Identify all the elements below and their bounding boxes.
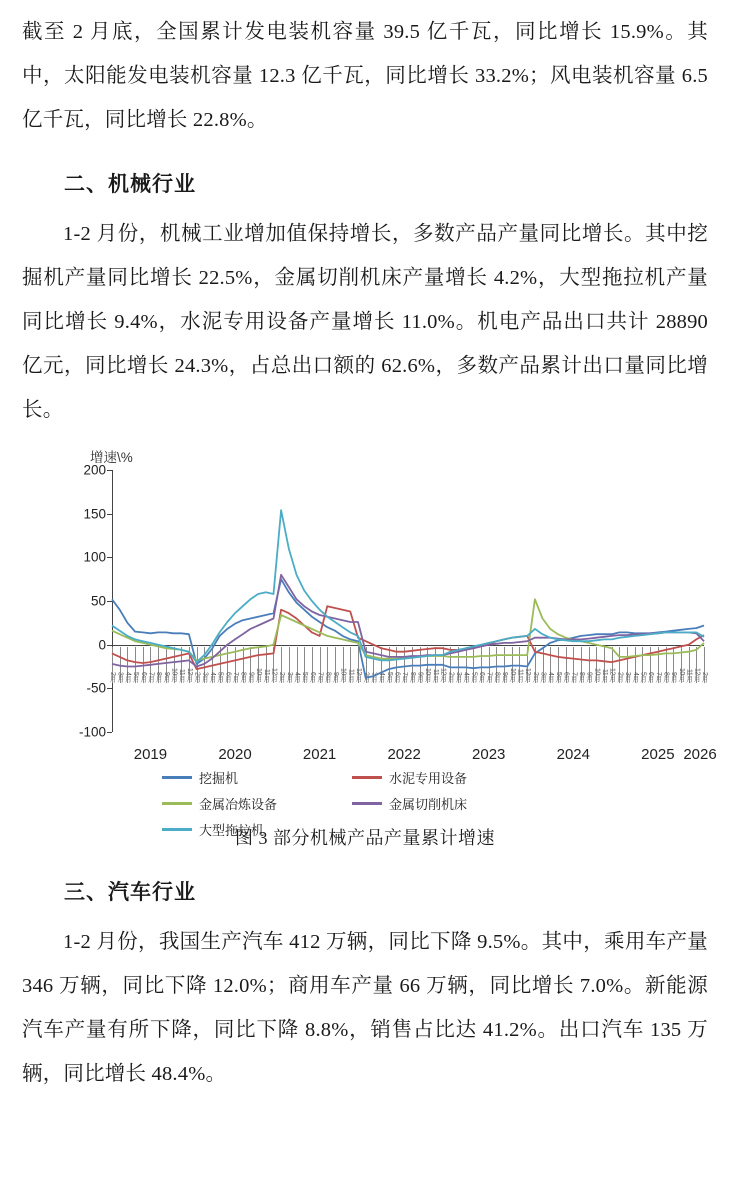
chart-x-tick-label: 11月 (601, 668, 609, 682)
chart-x-tick-label: 8月 (577, 671, 585, 682)
chart-x-tick-label: 11月 (431, 668, 439, 682)
chart-legend-item (162, 768, 352, 787)
chart-x-tick-label: 6月 (224, 671, 232, 682)
chart-x-tick-label: 9月 (162, 671, 170, 682)
chart-legend (162, 768, 682, 846)
chart-year-label: 2024 (556, 746, 590, 763)
chart-legend-item (352, 768, 542, 787)
chart-plot-area (78, 462, 708, 740)
chart-x-tick-label: 5月 (301, 671, 309, 682)
chart-x-tick-label: 9月 (585, 671, 593, 682)
chart-y-tick-label: 0 (98, 637, 106, 653)
chart-x-tick-label: 3月 (624, 671, 632, 682)
chart-x-tick-label: 10月 (508, 668, 516, 682)
chart-x-tick-label: 10月 (677, 668, 685, 682)
chart-x-tick-label: 12月 (439, 668, 447, 682)
chart-x-tick-label: 7月 (316, 671, 324, 682)
chart-x-tick-label: 5月 (639, 671, 647, 682)
chart-x-tick-label: 11月 (178, 668, 186, 682)
chart-x-tick-label: 7月 (232, 671, 239, 682)
chart-x-tick-label: 7月 (485, 671, 493, 682)
chart-x-tick-label: 8月 (155, 671, 163, 682)
chart-year-label: 2022 (387, 746, 421, 763)
chart-x-tick-label: 7月 (654, 671, 662, 682)
chart-year-label: 2019 (133, 746, 168, 763)
chart-legend-label: 水泥专用设备 (389, 771, 468, 786)
chart-y-tick-label: 50 (90, 593, 106, 609)
chart-x-tick-label: 3月 (454, 671, 462, 682)
chart-x-tick-label: 5月 (470, 671, 478, 682)
chart-x-tick-label: 5月 (385, 671, 393, 682)
chart-x-tick-label: 8月 (662, 671, 670, 682)
chart-legend-label: 金属切削机床 (389, 797, 468, 812)
chart-x-tick-label: 12月 (270, 668, 278, 682)
chart-x-tick-label: 3月 (285, 671, 293, 682)
chart-x-tick-label: 9月 (416, 671, 424, 682)
chart-x-tick-label: 11月 (347, 668, 355, 682)
chart-x-tick-label: 2月 (362, 671, 370, 682)
chart-x-tick-label: 7月 (401, 671, 409, 682)
chart-x-tick-label: 12月 (185, 668, 193, 682)
chart-x-tick-label: 10月 (424, 668, 432, 682)
chart-x-tick-label: 5月 (216, 671, 224, 682)
figure-3-caption: 图 3 部分机械产品产量累计增速 (235, 828, 495, 848)
chart-x-tick-label: 3月 (116, 671, 124, 682)
chart-year-label: 2023 (472, 746, 506, 763)
chart-year-label: 2025 (641, 746, 675, 763)
chart-x-tick-label: 2月 (531, 671, 539, 682)
chart-x-tick-label: 10月 (170, 668, 178, 682)
chart-x-tick-label: 11月 (516, 668, 524, 682)
chart-x-tick-label: 3月 (370, 671, 378, 682)
chart-x-tick-label: 5月 (132, 671, 140, 682)
chart-x-tick-label: 12月 (693, 668, 701, 682)
chart-legend-item (352, 794, 542, 813)
chart-x-tick-label: 11月 (262, 668, 270, 682)
chart-legend-swatch (162, 776, 192, 779)
chart-x-tick-label: 9月 (501, 671, 509, 682)
chart-y-tick-label: -100 (78, 724, 106, 740)
chart-y-axis-label: 增速\% (90, 450, 133, 465)
chart-series-lines (112, 470, 704, 732)
chart-x-tick-label: 10月 (339, 668, 347, 682)
chart-legend-label: 金属冶炼设备 (199, 797, 278, 812)
chart-x-tick-label: 4月 (462, 671, 470, 682)
chart-x-tick-label: 8月 (408, 671, 416, 682)
chart-y-tick-mark (107, 732, 112, 733)
chart-x-tick-label: 12月 (608, 668, 616, 682)
chart-x-tick-label: 12月 (355, 668, 363, 682)
chart-x-tick-label: 11月 (685, 668, 693, 682)
chart-x-tick-label: 2月 (447, 671, 455, 682)
chart-series-挖掘机 (112, 579, 704, 678)
chart-x-tick-label: 4月 (124, 671, 132, 682)
chart-x-tick-label: 4月 (208, 671, 216, 682)
paragraph-automobile: 1-2 月份，我国生产汽车 412 万辆，同比下降 9.5%。其中，乘用车产量 346 万辆，同比下降 12.0%；商用车产量 66 万辆，同比增长 7.0%。新能源汽车产量有所下降，同比下降 8.8%，销售占比达 41.2%。出口汽车 135 万辆，同比增长 48.4%。 (22, 931, 708, 1085)
chart-x-tick-label: 9月 (670, 671, 678, 682)
chart-legend-swatch (352, 776, 382, 779)
chart-x-tick-label: 6月 (139, 671, 147, 682)
chart-y-tick-label: 200 (83, 462, 106, 478)
chart-legend-swatch (352, 802, 382, 805)
chart-x-tick-label: 5月 (554, 671, 562, 682)
chart-legend-label: 挖掘机 (199, 771, 239, 786)
chart-x-tick-label: 7月 (570, 671, 578, 682)
chart-legend-swatch (162, 828, 192, 831)
chart-x-tick-label: 8月 (324, 671, 332, 682)
chart-year-label: 2026 (683, 746, 717, 763)
chart-x-tick-label: 2月 (616, 671, 624, 682)
chart-x-tick-label: 2月 (278, 671, 286, 682)
chart-year-label: 2020 (218, 746, 252, 763)
chart-x-tick-label: 8月 (493, 671, 501, 682)
chart-x-tick-label: 2月 (193, 671, 201, 682)
chart-legend-item (162, 820, 352, 839)
chart-x-tick-label: 9月 (331, 671, 339, 682)
chart-x-tick-label: 3月 (201, 671, 209, 682)
figure-3 (22, 446, 717, 850)
chart-x-tick-label: 4月 (631, 671, 639, 682)
chart-x-tick-label: 2月 (701, 671, 708, 682)
paragraph-power-capacity: 截至 2 月底，全国累计发电装机容量 39.5 亿千瓦，同比增长 15.9%。其中，太阳能发电装机容量 12.3 亿千瓦，同比增长 33.2%；风电装机容量 6.5 亿千瓦，同比增长 22.8%。 (22, 21, 708, 131)
chart-x-tick-label: 9月 (247, 671, 255, 682)
chart-x-tick-label: 7月 (147, 671, 155, 682)
chart-series-大型拖拉机 (112, 510, 704, 662)
chart-x-tick-label: 4月 (293, 671, 301, 682)
chart-legend-item (162, 794, 352, 813)
chart-year-labels (112, 746, 717, 768)
heading-automobile-industry: 三、汽车行业 (64, 881, 196, 904)
chart-x-tick-label: 4月 (547, 671, 555, 682)
chart-x-tick-label: 10月 (255, 668, 263, 682)
chart-legend-swatch (162, 802, 192, 805)
chart-x-tick-label: 6月 (478, 671, 486, 682)
chart-x-tick-label: 6月 (647, 671, 655, 682)
chart-x-tick-label: 4月 (378, 671, 386, 682)
chart-x-tick-label: 2月 (109, 671, 116, 682)
chart-x-tick-label: 6月 (393, 671, 401, 682)
chart-x-tick-label: 6月 (562, 671, 570, 682)
chart-y-tick-label: -50 (86, 680, 106, 696)
paragraph-machinery: 1-2 月份，机械工业增加值保持增长，多数产品产量同比增长。其中挖掘机产量同比增长 22.5%，金属切削机床产量增长 4.2%，大型拖拉机产量同比增长 9.4%，水泥专用设备产量增长 11.0%。机电产品出口共计 28890 亿元，同比增长 24.3%，占总出口额的 62.6%，多数产品累计出口量同比增长。 (22, 223, 708, 421)
chart-x-tick-label: 3月 (539, 671, 547, 682)
heading-machinery-industry: 二、机械行业 (64, 173, 196, 196)
chart-y-tick-label: 100 (83, 549, 106, 565)
chart-year-label: 2021 (302, 746, 337, 763)
chart-x-tick-label: 10月 (593, 668, 601, 682)
chart-x-tick-label: 8月 (239, 671, 247, 682)
chart-x-tick-label: 12月 (524, 668, 532, 682)
chart-legend-label: 大型拖拉机 (199, 823, 265, 838)
chart-y-tick-label: 150 (83, 506, 106, 522)
chart-x-tick-label: 6月 (308, 671, 316, 682)
